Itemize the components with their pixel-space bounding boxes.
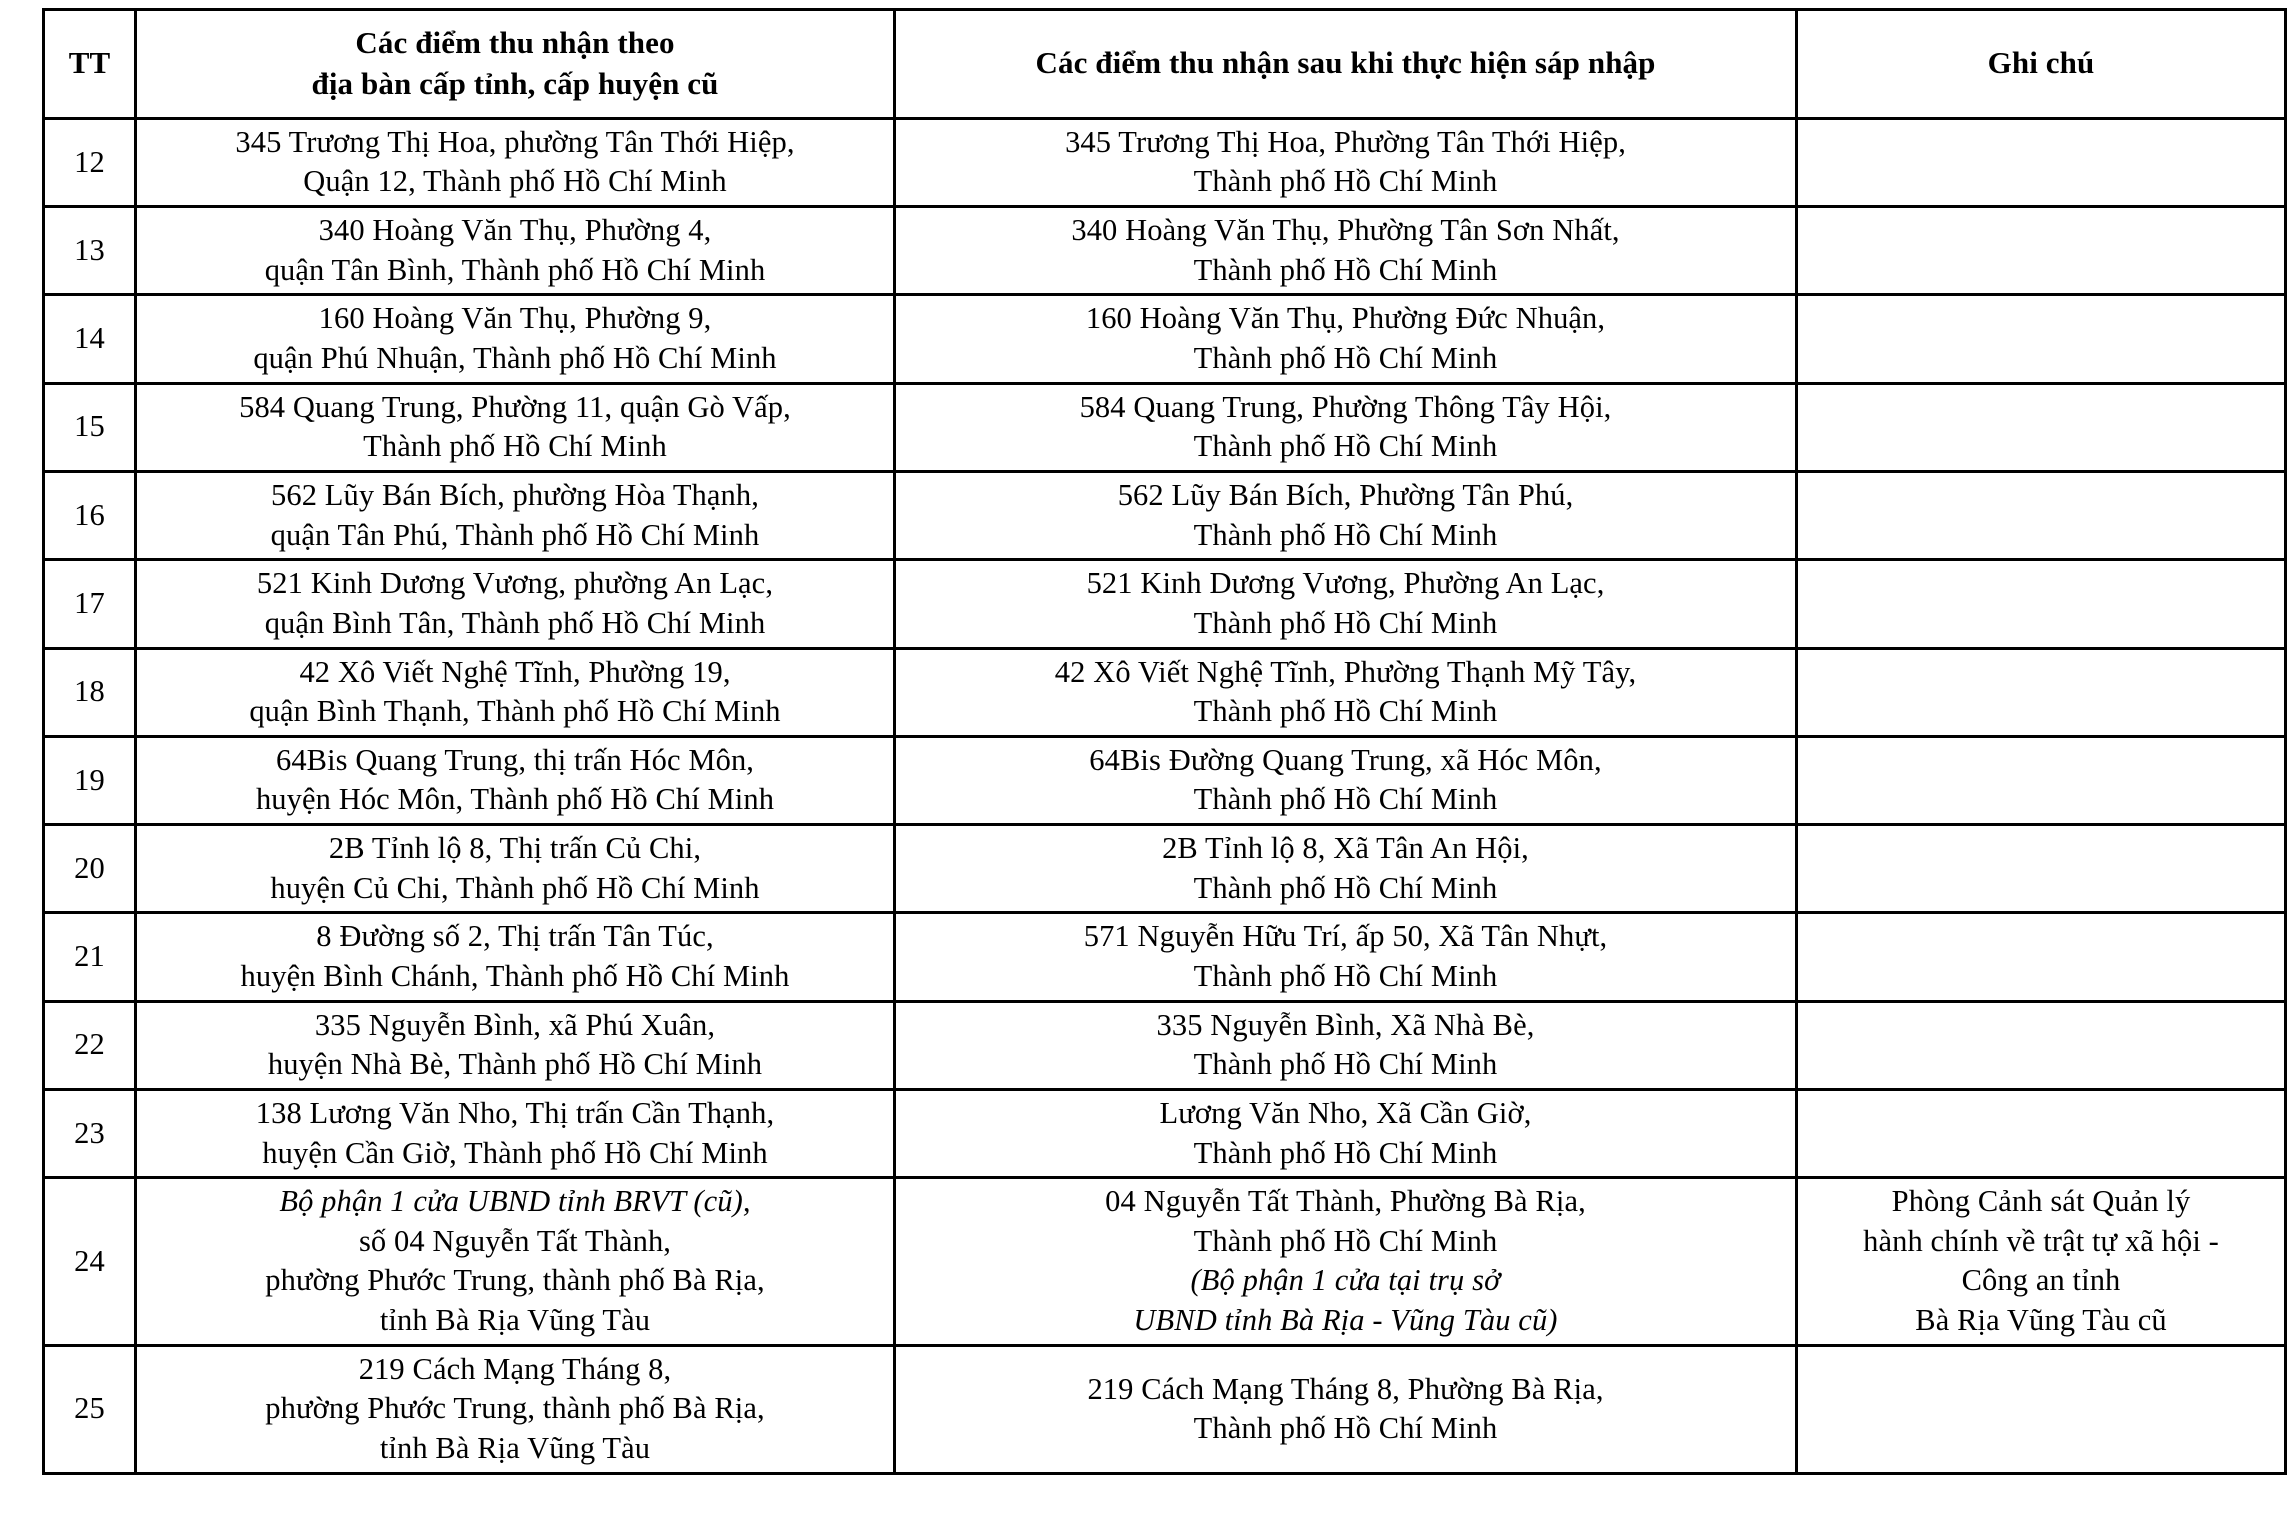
table-row [44, 383, 2286, 471]
row-index-cell [44, 1345, 136, 1473]
new-point-cell-line: Thành phố Hồ Chí Minh [1193, 341, 1498, 376]
row-index-value: 23 [74, 1115, 105, 1150]
new-point-cell [895, 1345, 1797, 1473]
old-point-cell [136, 736, 895, 824]
old-point-cell-line: quận Tân Phú, Thành phố Hồ Chí Minh [270, 517, 760, 552]
new-point-cell [895, 1089, 1797, 1177]
new-point-cell-line: Thành phố Hồ Chí Minh [1193, 694, 1498, 729]
row-index-cell [44, 560, 136, 648]
new-point-cell-line: 562 Lũy Bán Bích, Phường Tân Phú, [1117, 477, 1574, 512]
note-cell [1797, 736, 2286, 824]
new-point-cell [895, 913, 1797, 1001]
note-cell [1797, 383, 2286, 471]
table-body [44, 118, 2286, 1473]
old-point-cell [136, 383, 895, 471]
new-point-cell-line: 584 Quang Trung, Phường Thông Tây Hội, [1079, 389, 1612, 424]
table-row [44, 1178, 2286, 1346]
old-point-cell-line: Thành phố Hồ Chí Minh [363, 429, 667, 464]
old-point-cell-line: quận Bình Tân, Thành phố Hồ Chí Minh [264, 605, 766, 640]
old-point-cell [136, 1345, 895, 1473]
row-index-cell [44, 383, 136, 471]
column-header-new-points: Các điểm thu nhận sau khi thực hiện sáp nhập [895, 10, 1797, 119]
row-index-cell [44, 1001, 136, 1089]
old-point-cell [136, 207, 895, 295]
old-point-cell-line: huyện Củ Chi, Thành phố Hồ Chí Minh [270, 870, 760, 905]
old-point-cell-line: huyện Bình Chánh, Thành phố Hồ Chí Minh [240, 958, 790, 993]
column-header-old-points-line2: địa bàn cấp tỉnh, cấp huyện cũ [311, 65, 719, 101]
new-point-cell [895, 648, 1797, 736]
note-cell [1797, 471, 2286, 559]
row-index-value: 19 [74, 762, 105, 797]
row-index-cell [44, 207, 136, 295]
old-point-cell-line: quận Bình Thạnh, Thành phố Hồ Chí Minh [249, 694, 781, 729]
new-point-cell-line: Thành phố Hồ Chí Minh [1193, 605, 1498, 640]
old-point-cell-line: 584 Quang Trung, Phường 11, quận Gò Vấp, [239, 389, 791, 424]
new-point-cell [895, 1178, 1797, 1346]
new-point-cell-line: 160 Hoàng Văn Thụ, Phường Đức Nhuận, [1085, 301, 1606, 336]
note-cell [1797, 118, 2286, 206]
column-header-old-points [136, 10, 895, 119]
row-index-value: 17 [74, 586, 105, 621]
table-row [44, 207, 2286, 295]
old-point-cell-line: 8 Đường số 2, Thị trấn Tân Túc, [316, 919, 714, 954]
old-point-cell-line: phường Phước Trung, thành phố Bà Rịa, [265, 1263, 765, 1298]
row-index-value: 22 [74, 1027, 105, 1062]
new-point-cell-line: 42 Xô Viết Nghệ Tĩnh, Phường Thạnh Mỹ Tây, [1054, 654, 1637, 689]
new-point-cell-line: Thành phố Hồ Chí Minh [1193, 252, 1498, 287]
note-cell [1797, 295, 2286, 383]
old-point-cell [136, 471, 895, 559]
table-row [44, 560, 2286, 648]
old-point-cell [136, 560, 895, 648]
old-point-cell-line: phường Phước Trung, thành phố Bà Rịa, [265, 1391, 765, 1426]
new-point-cell-line: Thành phố Hồ Chí Minh [1193, 1135, 1498, 1170]
row-index-cell [44, 1178, 136, 1346]
row-index-cell [44, 1089, 136, 1177]
old-point-cell-line: 219 Cách Mạng Tháng 8, [358, 1351, 672, 1386]
old-point-cell-line: huyện Hóc Môn, Thành phố Hồ Chí Minh [255, 782, 775, 817]
old-point-cell-line: 340 Hoàng Văn Thụ, Phường 4, [318, 213, 712, 248]
row-index-value: 25 [74, 1391, 105, 1426]
table-row [44, 648, 2286, 736]
new-point-cell-line: Thành phố Hồ Chí Minh [1193, 958, 1498, 993]
new-point-cell-line: Thành phố Hồ Chí Minh [1193, 517, 1498, 552]
note-cell [1797, 560, 2286, 648]
table-row [44, 471, 2286, 559]
old-point-cell-line: 138 Lương Văn Nho, Thị trấn Cần Thạnh, [255, 1095, 775, 1130]
row-index-value: 18 [74, 674, 105, 709]
row-index-cell [44, 471, 136, 559]
row-index-cell [44, 648, 136, 736]
new-point-cell-line: 521 Kinh Dương Vương, Phường An Lạc, [1086, 566, 1605, 601]
new-point-cell [895, 825, 1797, 913]
new-point-cell-line: 04 Nguyễn Tất Thành, Phường Bà Rịa, [1105, 1184, 1586, 1219]
new-point-cell [895, 471, 1797, 559]
old-point-cell-line: 562 Lũy Bán Bích, phường Hòa Thạnh, [271, 477, 759, 512]
table-row [44, 913, 2286, 1001]
note-cell [1797, 207, 2286, 295]
row-index-cell [44, 736, 136, 824]
new-point-cell [895, 383, 1797, 471]
old-point-cell-line: tỉnh Bà Rịa Vũng Tàu [379, 1431, 651, 1466]
old-point-cell [136, 825, 895, 913]
collection-points-table [42, 8, 2287, 1475]
table-row [44, 118, 2286, 206]
table-header [44, 10, 2286, 119]
old-point-cell [136, 295, 895, 383]
note-cell [1797, 825, 2286, 913]
old-point-cell-line: tỉnh Bà Rịa Vũng Tàu [379, 1303, 651, 1338]
new-point-cell-line: 2B Tỉnh lộ 8, Xã Tân An Hội, [1162, 831, 1529, 866]
old-point-cell-line: huyện Nhà Bè, Thành phố Hồ Chí Minh [267, 1047, 763, 1082]
note-cell-line: Công an tỉnh [1961, 1263, 2121, 1298]
note-cell-line: hành chính về trật tự xã hội - [1863, 1223, 2219, 1258]
row-index-value: 20 [74, 850, 105, 885]
old-point-cell-line: Bộ phận 1 cửa UBND tỉnh BRVT (cũ), [279, 1184, 751, 1219]
new-point-cell-line: 571 Nguyễn Hữu Trí, ấp 50, Xã Tân Nhựt, [1083, 919, 1608, 954]
new-point-cell [895, 736, 1797, 824]
note-cell-line: Bà Rịa Vũng Tàu cũ [1915, 1303, 2167, 1338]
old-point-cell [136, 648, 895, 736]
old-point-cell [136, 1001, 895, 1089]
old-point-cell-line: quận Phú Nhuận, Thành phố Hồ Chí Minh [253, 341, 777, 376]
row-index-cell [44, 118, 136, 206]
new-point-cell-line: 335 Nguyễn Bình, Xã Nhà Bè, [1156, 1007, 1535, 1042]
old-point-cell [136, 118, 895, 206]
old-point-cell [136, 1178, 895, 1346]
old-point-cell-line: quận Tân Bình, Thành phố Hồ Chí Minh [264, 252, 766, 287]
new-point-cell [895, 1001, 1797, 1089]
new-point-cell-line: Thành phố Hồ Chí Minh [1193, 1411, 1498, 1446]
header-row [44, 10, 2286, 119]
row-index-cell [44, 825, 136, 913]
row-index-value: 24 [74, 1243, 105, 1278]
table-row [44, 736, 2286, 824]
old-point-cell-line: 2B Tỉnh lộ 8, Thị trấn Củ Chi, [328, 831, 702, 866]
note-cell [1797, 1345, 2286, 1473]
old-point-cell [136, 1089, 895, 1177]
new-point-cell-line: UBND tỉnh Bà Rịa - Vũng Tàu cũ) [1133, 1303, 1558, 1338]
new-point-cell-line: (Bộ phận 1 cửa tại trụ sở [1190, 1263, 1501, 1298]
row-index-value: 21 [74, 939, 105, 974]
old-point-cell-line: 160 Hoàng Văn Thụ, Phường 9, [318, 301, 712, 336]
row-index-value: 15 [74, 409, 105, 444]
row-index-cell [44, 295, 136, 383]
new-point-cell-line: Thành phố Hồ Chí Minh [1193, 1047, 1498, 1082]
new-point-cell-line: Thành phố Hồ Chí Minh [1193, 429, 1498, 464]
column-header-tt: TT [44, 10, 136, 119]
note-cell [1797, 648, 2286, 736]
old-point-cell [136, 913, 895, 1001]
row-index-cell [44, 913, 136, 1001]
old-point-cell-line: 42 Xô Viết Nghệ Tĩnh, Phường 19, [299, 654, 731, 689]
new-point-cell-line: 219 Cách Mạng Tháng 8, Phường Bà Rịa, [1087, 1371, 1604, 1406]
new-point-cell [895, 207, 1797, 295]
note-cell [1797, 913, 2286, 1001]
table-row [44, 295, 2286, 383]
note-cell [1797, 1089, 2286, 1177]
table-row [44, 1345, 2286, 1473]
note-cell [1797, 1001, 2286, 1089]
new-point-cell-line: Thành phố Hồ Chí Minh [1193, 782, 1498, 817]
old-point-cell-line: huyện Cần Giờ, Thành phố Hồ Chí Minh [262, 1135, 768, 1170]
row-index-value: 14 [74, 321, 105, 356]
new-point-cell [895, 118, 1797, 206]
note-cell-line: Phòng Cảnh sát Quản lý [1891, 1184, 2191, 1219]
old-point-cell-line: Quận 12, Thành phố Hồ Chí Minh [303, 164, 727, 199]
old-point-cell-line: 64Bis Quang Trung, thị trấn Hóc Môn, [275, 742, 755, 777]
row-index-value: 12 [74, 144, 105, 179]
old-point-cell-line: 335 Nguyễn Bình, xã Phú Xuân, [314, 1007, 716, 1042]
table-row [44, 1001, 2286, 1089]
old-point-cell-line: 345 Trương Thị Hoa, phường Tân Thới Hiệp, [235, 124, 795, 159]
new-point-cell-line: 340 Hoàng Văn Thụ, Phường Tân Sơn Nhất, [1071, 213, 1620, 248]
new-point-cell-line: Thành phố Hồ Chí Minh [1193, 1223, 1498, 1258]
new-point-cell-line: Lương Văn Nho, Xã Cần Giờ, [1159, 1095, 1532, 1130]
table-row [44, 825, 2286, 913]
row-index-value: 13 [74, 232, 105, 267]
column-header-old-points-line1: Các điểm thu nhận theo [355, 25, 675, 60]
new-point-cell-line: Thành phố Hồ Chí Minh [1193, 870, 1498, 905]
old-point-cell-line: 521 Kinh Dương Vương, phường An Lạc, [256, 566, 774, 601]
row-index-value: 16 [74, 497, 105, 532]
column-header-note: Ghi chú [1797, 10, 2286, 119]
new-point-cell-line: 345 Trương Thị Hoa, Phường Tân Thới Hiệp, [1065, 124, 1626, 159]
new-point-cell [895, 295, 1797, 383]
table-row [44, 1089, 2286, 1177]
new-point-cell-line: Thành phố Hồ Chí Minh [1193, 164, 1498, 199]
new-point-cell [895, 560, 1797, 648]
new-point-cell-line: 64Bis Đường Quang Trung, xã Hóc Môn, [1089, 742, 1602, 777]
note-cell [1797, 1178, 2286, 1346]
old-point-cell-line: số 04 Nguyễn Tất Thành, [358, 1223, 672, 1258]
